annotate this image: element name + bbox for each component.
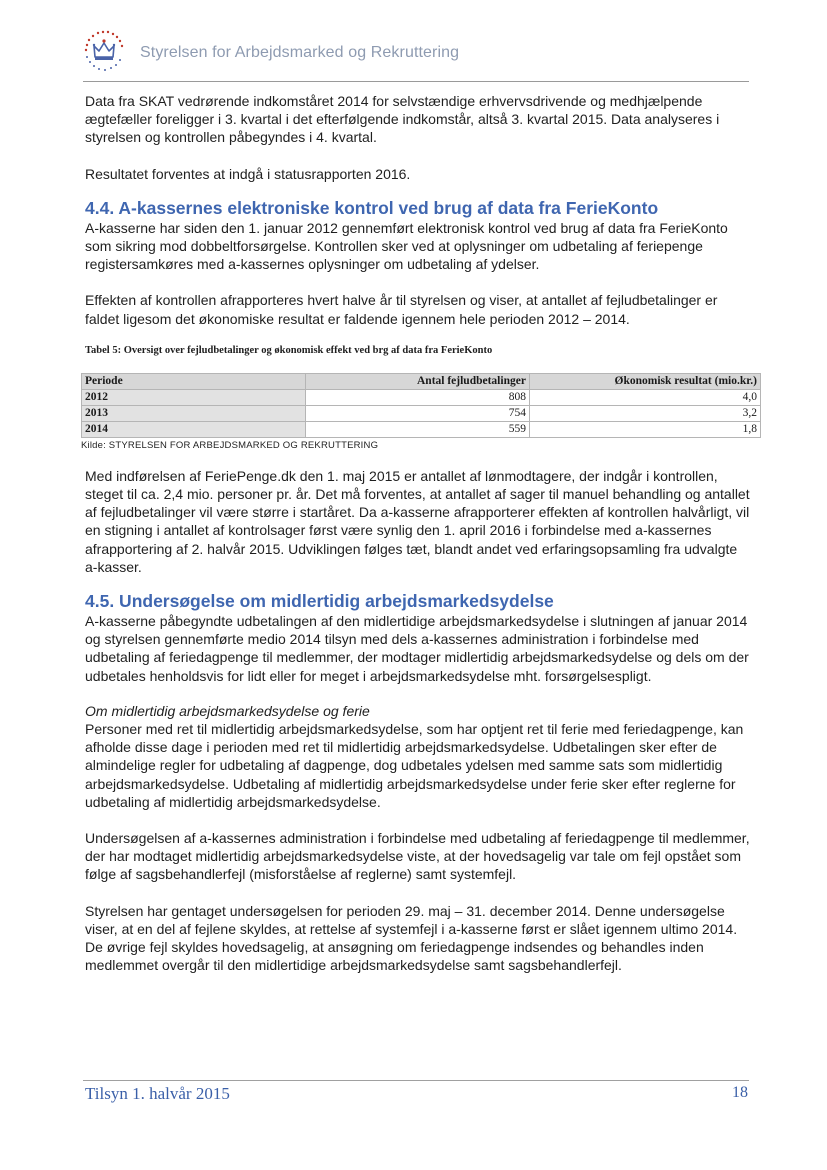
footer-title: Tilsyn 1. halvår 2015: [85, 1084, 230, 1103]
column-header: Periode: [82, 373, 306, 389]
section-4-4-paragraph-3: Med indførelsen af FeriePenge.dk den 1. maj 2015 er antallet af lønmodtagere, der indgår i kontrollen, steget til ca. 2,4 mio. personer pr. år. Det må forventes, at antallet af sager til manuel behandling og antallet af fejludbetalinger vil være større i startåret. Da a-kasserne afrapporterer effekten af kontrollen halvårligt, vil en stigning i antallet af kontrolsager først være synlig den 1. april 2016 i forbindelse med a-kassernes afrapportering af 2. halvår 2015. Udviklingen følges tæt, blandt andet ved erfaringsopsamling fra udvalgte a-kasser.: [85, 467, 750, 575]
table-cell-count: 754: [305, 405, 529, 421]
section-4-5-paragraph-2: Personer med ret til midlertidig arbejdsmarkedsydelse, som har optjent ret til ferie med feriedagpenge, kan afholde disse dage i perioden med ret til midlertidig arbejdsmarkedsydelse. Udbetalingen sker efter de almindelige regler for udbetaling af dagpenge, dog udbetales ydelsen med samme sats som midlertidig arbejdsmarkedsydelse. Udbetaling af midlertidig arbejdsmarkedsydelse under ferie sker efter reglerne for udbetaling af midlertidig arbejdsmarkedsydelse.: [85, 721, 744, 810]
header-divider: [83, 81, 749, 82]
table-source: Kilde: STYRELSEN FOR ARBEJDSMARKED OG REKRUTTERING: [81, 439, 379, 451]
crown-crest-logo-icon: [76, 24, 132, 80]
table-cell-result: 4,0: [529, 389, 760, 405]
footer-divider: [83, 1080, 749, 1081]
fejludbetalinger-table: [81, 373, 761, 438]
section-4-5-paragraph-1: A-kasserne påbegyndte udbetalingen af den midlertidige arbejdsmarkedsydelse i slutningen af januar 2014 og styrelsen gennemførte medio 2014 tilsyn med dels a-kassernes administration i forbindelse med udbetaling af feriedagpenge til medlemmer, der modtager midlertidig arbejdsmarkedsydelse og dels om der udbetales henholdsvis for lidt eller for meget i arbejdsmarkedsydelse mht. forsørgelsespligt.: [85, 613, 749, 684]
section-4-5-subheading: Om midlertidig arbejdsmarkedsydelse og ferie: [85, 702, 370, 719]
table-row: [82, 389, 761, 405]
column-header: Økonomisk resultat (mio.kr.): [529, 373, 760, 389]
table-cell-count: 808: [305, 389, 529, 405]
page-content: [81, 92, 757, 975]
intro-result-paragraph: Resultatet forventes at indgå i statusrapporten 2016.: [85, 165, 411, 182]
table-cell-period: 2012: [82, 389, 306, 405]
table-cell-period: 2013: [82, 405, 306, 421]
page-header: [76, 22, 756, 82]
section-4-4-paragraph-2: Effekten af kontrollen afrapporteres hvert halve år til styrelsen og viser, at antallet af fejludbetalinger er faldet ligesom det økonomiske resultat er faldende igennem hele perioden 2012 – 2014.: [85, 292, 718, 327]
table-row: [82, 421, 761, 437]
table-cell-count: 559: [305, 421, 529, 437]
table-row: [82, 405, 761, 421]
intro-paragraph: Data fra SKAT vedrørende indkomståret 2014 for selvstændige erhvervsdrivende og medhjælpende ægtefæller foreligger i 3. kvartal i det efterfølgende indkomstår, altså 3. kvartal 2015. Data analyseres i styrelsen og kontrollen påbegyndes i 4. kvartal.: [85, 93, 720, 146]
table-caption: Tabel 5: Oversigt over fejludbetalinger og økonomisk effekt ved brg af data fra FerieKonto: [85, 344, 493, 356]
page-number: 18: [732, 1084, 748, 1101]
section-4-5-paragraph-3: Undersøgelsen af a-kassernes administration i forbindelse med udbetaling af feriedagpenge til medlemmer, der har modtaget midlertidig arbejdsmarkedsydelse viste, at der hovedsagelig var tale om fejl opstået som følge af sagsbehandlerfejl (misforståelse af reglerne) samt systemfejl.: [85, 830, 750, 883]
table-cell-result: 1,8: [529, 421, 760, 437]
section-4-5-paragraph-4: Styrelsen har gentaget undersøgelsen for perioden 29. maj – 31. december 2014. Denne undersøgelse viser, at en del af fejlene skyldes, at rettelse af systemfejl i a-kasserne først er slået igennem ultimo 2014. De øvrige fejl skyldes hovedsagelig, at ansøgning om feriedagpenge indsendes og behandles inden medlemmet overgår til den midlertidige arbejdsmarkedsydelse samt sagsbehandlerfejl.: [85, 902, 738, 974]
section-heading-4-4: 4.4. A-kassernes elektroniske kontrol ved brug af data fra FerieKonto: [85, 197, 659, 218]
table-cell-period: 2014: [82, 421, 306, 437]
section-heading-4-5: 4.5. Undersøgelse om midlertidig arbejdsmarkedsydelse: [85, 591, 554, 612]
column-header: Antal fejludbetalinger: [305, 373, 529, 389]
table-cell-result: 3,2: [529, 405, 760, 421]
organization-name: Styrelsen for Arbejdsmarked og Rekruttering: [140, 44, 460, 61]
section-4-4-paragraph-1: A-kasserne har siden den 1. januar 2012 gennemført elektronisk kontrol ved brug af data fra FerieKonto som sikring mod dobbeltforsørgelse. Kontrollen sker ved at oplysninger om udbetaling af feriepenge registersamkøres med a-kassernes oplysninger om udbetaling af ydelser.: [85, 219, 728, 273]
table-header-row: [82, 373, 761, 389]
